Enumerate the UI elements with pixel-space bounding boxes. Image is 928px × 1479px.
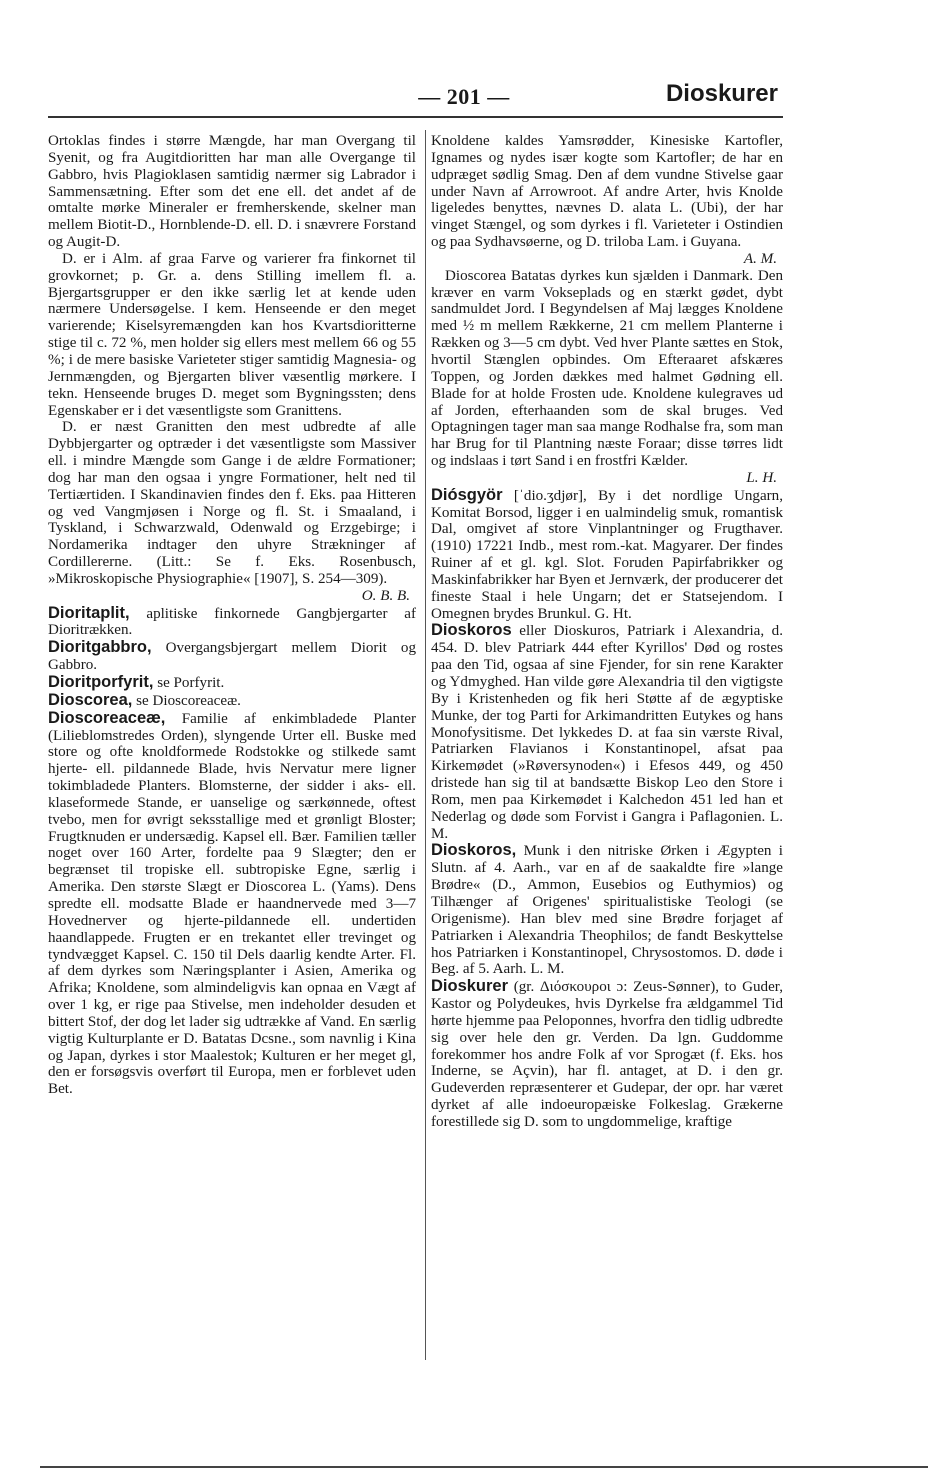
headword: Dioscorea,: [48, 690, 133, 709]
paragraph: Knoldene kaldes Yamsrødder, Kinesiske Kartofler, Ignames og nydes især kogte som Kartofler; de har en udpræget sødlig Smag. Den af dem vundne Stivelse gaar under Navn af Arrowroot. Af andre Arter, hvis Knolde ligeledes benyttes, nævnes D. alata L. (Ubi), der har vinget Stængel, og som dyrkes i fl. Varieteter i Ostindien og paa Sydhavsøerne, og D. triloba Lam. i Guyana.: [431, 133, 783, 251]
headword: Dioscoreaceæ,: [48, 708, 166, 727]
paragraph: D. er i Alm. af graa Farve og varierer fra finkornet til grovkornet; p. Gr. a. dens Stilling imellem fl. a. Bjergartsgrupper er den ikke særlig let at kende uden nærmere Undersøgelse. I kem. Henseende er den meget varierende; Kiselsyremængden kan hos Kvartsdioritterne stige til c. 72 %, men holder sig ellers mest mellem 66 og 55 %; i de mere basiske Varieteter stiger samtidig Magnesia- og Jernmængden, og Bjergarten bliver væsentlig mørkere. I tekn. Henseende bruges D. meget som Bygningssten; dens Egenskaber er i det væsentligste som Granittens.: [48, 250, 416, 419]
headword: Dioskoros,: [431, 841, 517, 860]
right-column: [431, 133, 783, 1368]
author-signature: L. H.: [746, 469, 777, 486]
headword: Dioritgabbro,: [48, 638, 152, 657]
entry-text: se Porfyrit.: [153, 675, 225, 691]
entry-text: Familie af enkimbladede Planter (Lilieblomstredes Orden), slyngende Urter ell. Buske med store og ofte knoldformede Rodstokke og stilkede samt hjerte- ell. pildannede Blade, hvis Nervatur mere ligner tokimbladede Planters. Blomsterne, der sidder i aks- ell. klaseformede Stande, er uanselige og særkønnede, oftest tvebo, men for øvrigt seksstallige med et grønligt Bloster; Frugtknuden er undersædig. Kapsel ell. Bær. Familien tæller noget over 160 Arter, fordelte paa 9 Slægter; den er begrænset til tropiske ell. subtropiske Egne, særlig i Amerika. Den største Slægt er Dioscorea L. (Yams). Dens spredte ell. modsatte Blade er haandnervede med 3—7 Hovednerver og hjerte-pildannede ell. undertiden haandlappede. Frugten er en trekantet eller trevinget og tyndvægget Kapsel. C. 150 til Dels daarlig kendte Arter. Fl. af dem dyrkes som Næringsplanter i Asien, Amerika og Afrika; Knoldene, som almindeligvis kan opnaa en Vægt af over 1 kg, er rige paa Stivelse, men indeholder desuden et bittert Stof, der dog let lader sig udtrække af Vand. En særlig vigtig Kulturplante er D. Batatas Dcsne., som navnlig i Kina og Japan, dyrkes i stor Maalestok; Kulturen er her meget gl, den er forsøgsvis overført til Europa, men er forblevet uden Bet.: [48, 710, 416, 1098]
left-column: [48, 133, 416, 1368]
header-rule: [48, 116, 783, 118]
entry-text: Munk i den nitriske Ørken i Ægypten i Slutn. af 4. Aarh., var en af de saakaldte fire »lange Brødre« (D., Ammon, Eusebios og Euthymios) og Tilhænger af Origenes' spiritualistiske Teologi (se Origenisme). Han blev med sine Brødre forjaget af Patriarken i Alexandria Theophilos; de fandt Beskyttelse hos Patriarken i Konstantinopel, Chrysostomos. D. døde i Beg. af 5. Aarh. L. M.: [431, 843, 783, 978]
entry-text: (gr. Διόσκουροι ɔ: Zeus-Sønner), to Guder, Kastor og Polydeukes, hvis Dyrkelse fra ældgammel Tid hørte hjemme paa Peloponnes, hvorfra den tidlig udbredte sig over hele den gr. Verden. Da lgn. Guddomme forekommer hos andre Folk af vor Sprogæt (f. Eks. hos Inderne, se Açvin), har fl. antaget, at D. i den gr. Gudeverden repræsenterer et Gudepar, der opr. har været dyrket af alle indoeuropæiske Folkeslag. Grækerne forestillede sig D. som to ungdommelige, kraftige: [431, 979, 783, 1130]
page-number: — 201 —: [418, 84, 510, 109]
entry-dioritaplit: [48, 605, 416, 640]
entry-dioskoros-patriark: [431, 622, 783, 842]
entry-text: se Dioscoreaceæ.: [132, 692, 241, 709]
entry-text: aplitiske finkornede Gangbjergarter af Dioritrækken.: [48, 605, 416, 639]
headword: Diósgyör: [431, 485, 503, 504]
headword: Dioritaplit,: [48, 603, 130, 622]
entry-dioskurer: [431, 978, 783, 1131]
bottom-rule: [40, 1466, 928, 1468]
entry-dioritporfyrit: [48, 674, 416, 692]
entry-diosgyor: [431, 487, 783, 623]
paragraph: D. er næst Granitten den mest udbredte af alle Dybbjergarter og optræder i det væsentligste som Massiver ell. i mindre Mængde som Gange i de ældre Formationer; dog har man den ogsaa i yngre Formationer, helt ned til Tertiærtiden. I Skandinavien findes den f. Eks. paa Hitteren og ved Vangmjøsen i Norge og fl. St. i Smaaland, i Tyskland, i Schwarzwald, Odenwald og Erzgebirge; i Nordamerika indtager den uhyre Strækninger af Cordillererne. (Litt.: Se f. Eks. Rosenbusch, »Mikroskopische Physiographie« [1907], S. 254—309).: [48, 419, 416, 587]
headword: Dioritporfyrit,: [48, 673, 154, 691]
column-divider: [425, 130, 426, 1360]
author-signature: O. B. B.: [361, 587, 410, 604]
running-head: Dioskurer: [665, 80, 778, 107]
entry-text: eller Dioskuros, Patriark i Alexandria, d. 454. D. blev Patriark 444 efter Kyrillos' Død og rostes paa den Tid, ogsaa af sine Fjender, for sin rene Karakter og Ydmyghed. Han vilde gøre Alexandria til den vigtigste By i Kristenheden og fik heri Støtte af de ægyptiske Munke, der tog Parti for Arkimandritten Eutykes og hans Monofysitisme. Det lykkedes D. at faa sin værste Rival, Patriarken Flavianos i Konstantinopel, afsat paa Kirkemødet (»Røversynoden«) i Efesos 449, og 450 dristede han sig til at bandsætte Biskop Leo den Store i Rom, men paa Kirkemødet i Kalchedon 451 led han et Nederlag og døde som Forvist i Gangra i Paflagonien. L. M.: [431, 623, 783, 842]
entry-text: [ˈdio.ʒdjør], By i det nordlige Ungarn, Komitat Borsod, ligger i en ualmindelig smuk, romantisk Dal, omgivet af store Vinplantninger og Frugthaver. (1910) 17221 Indb., mest rom.-kat. Magyarer. Der findes Ruiner af et gl. kgl. Slot. Foruden Papirfabrikker og Maskinfabrikker har Byen et Jernværk, der producerer det fineste Staal i hele Ungarn; det er Statsejendom. I Omegnen brydes Brunkul. G. Ht.: [431, 487, 783, 622]
author-signature: A. M.: [743, 250, 777, 267]
paragraph: Dioscorea Batatas dyrkes kun sjælden i Danmark. Den kræver en varm Vokseplads og en stærkt gødet, dybt sandmuldet Jord. I Begyndelsen af Maj lægges Knoldene med ½ m mellem Rækkerne, 21 cm mellem Planterne i Rækken og 3—5 cm dybt. Ved hver Plante sættes en Stok, hvortil Stænglen opbindes. Om Efteraaret afskæres Toppen, og Jorden dækkes med halmet Gødning ell. Blade for at holde Frosten ude. Knoldene kulegraves ud af Jorden, efterhaanden som de skal bruges. Ved Optagningen tager man saa mange Rodhalse fra, som man har Brug for til Plantning næste Foraar; disse tørres lidt og indslaas i tørt Sand i en frostfri Kælder.: [431, 267, 783, 470]
entry-dioskoros-munk: [431, 842, 783, 978]
entry-text: Overgangsbjergart mellem Diorit og Gabbro.: [48, 640, 416, 674]
entry-dioritgabbro: [48, 639, 416, 674]
entry-dioscoreaceae: [48, 710, 416, 1098]
headword: Dioskurer: [431, 977, 509, 996]
entry-dioscorea: [48, 692, 416, 710]
paragraph: Ortoklas findes i større Mængde, har man Overgang til Syenit, og fra Augitdioritten har man alle Overgange til Gabbro, hvis Plagioklasen samtidig nærmer sig Labrador i Sammensætning. Efter som det ene ell. det andet af de omtalte mørke Mineraler er fremherskende, skelner man mellem Biotit-D., Hornblende-D. ell. D. i snævrere Forstand og Augit-D.: [48, 133, 416, 251]
headword: Dioskoros: [431, 621, 512, 640]
